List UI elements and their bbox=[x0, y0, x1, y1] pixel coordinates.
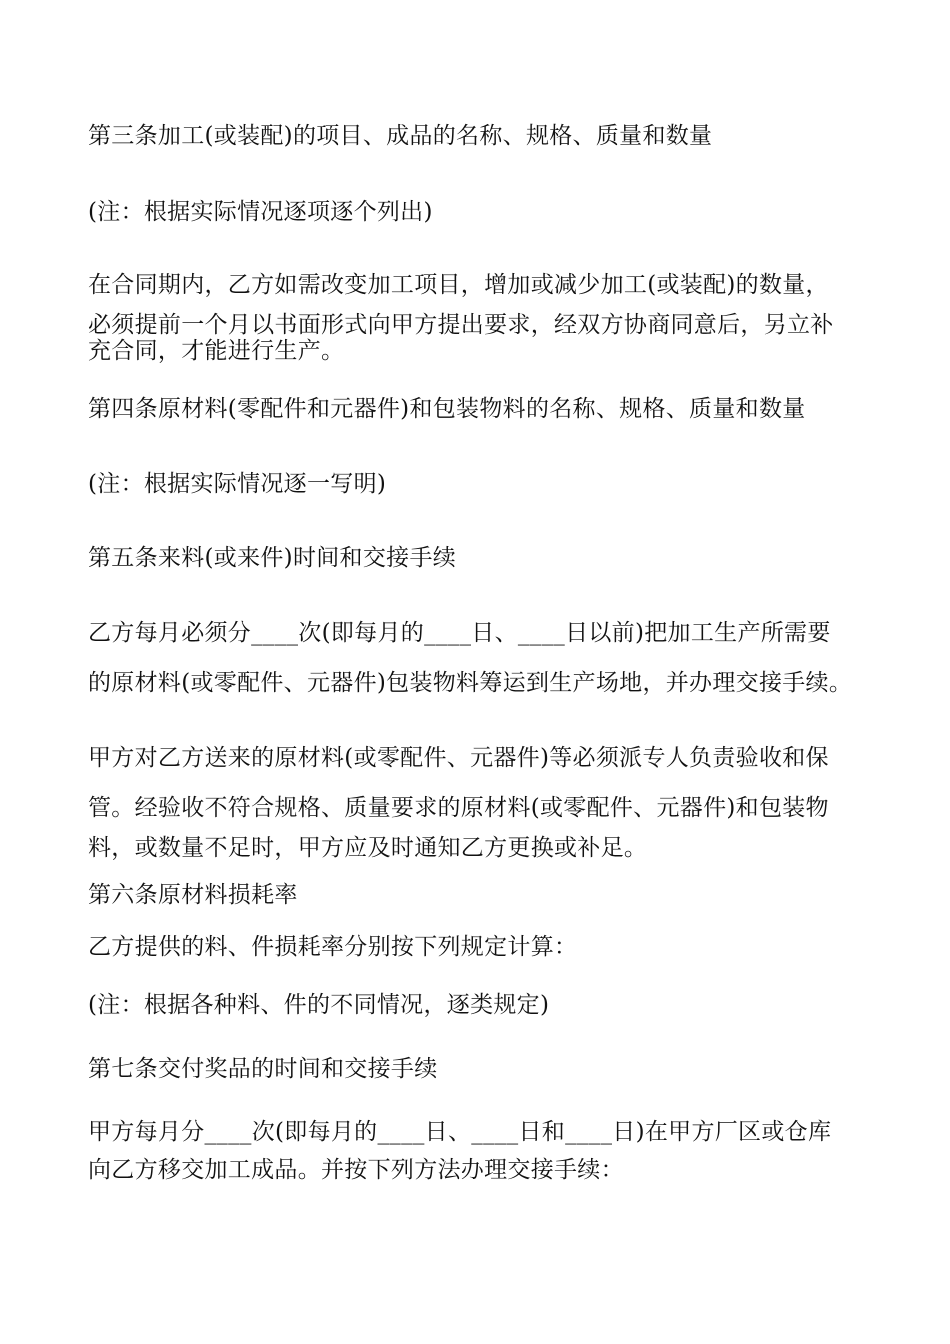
article-4-heading: 第四条原材料(零配件和元器件)和包装物料的名称、规格、质量和数量 bbox=[88, 396, 806, 422]
paragraph-line: 乙方每月必须分____次(即每月的____日、____日以前)把加工生产所需要 bbox=[88, 620, 831, 646]
paragraph-line: 甲方对乙方送来的原材料(或零配件、元器件)等必须派专人负责验收和保 bbox=[88, 745, 829, 771]
paragraph-line: 管。经验收不符合规格、质量要求的原材料(或零配件、元器件)和包装物 bbox=[88, 795, 829, 821]
paragraph-line: 在合同期内，乙方如需改变加工项目，增加或减少加工(或装配)的数量， bbox=[88, 272, 829, 298]
note-line: (注：根据实际情况逐一写明) bbox=[88, 471, 387, 497]
note-line: (注：根据实际情况逐项逐个列出) bbox=[88, 199, 433, 225]
article-6-heading: 第六条原材料损耗率 bbox=[88, 882, 298, 908]
paragraph-line: 乙方提供的料、件损耗率分别按下列规定计算： bbox=[88, 934, 578, 960]
article-3-heading: 第三条加工(或装配)的项目、成品的名称、规格、质量和数量 bbox=[88, 123, 713, 149]
note-line: (注：根据各种料、件的不同情况，逐类规定) bbox=[88, 992, 550, 1018]
paragraph-line: 充合同，才能进行生产。 bbox=[88, 338, 345, 364]
paragraph-line: 向乙方移交加工成品。并按下列方法办理交接手续： bbox=[88, 1157, 624, 1183]
article-5-heading: 第五条来料(或来件)时间和交接手续 bbox=[88, 545, 457, 571]
paragraph-line: 甲方每月分____次(即每月的____日、____日和____日)在甲方厂区或仓库 bbox=[88, 1119, 832, 1145]
article-7-heading: 第七条交付奖品的时间和交接手续 bbox=[88, 1056, 438, 1082]
paragraph-line: 必须提前一个月以书面形式向甲方提出要求，经双方协商同意后，另立补 bbox=[88, 312, 834, 338]
paragraph-line: 料，或数量不足时，甲方应及时通知乙方更换或补足。 bbox=[88, 835, 648, 861]
paragraph-line: 的原材料(或零配件、元器件)包装物料筹运到生产场地，并办理交接手续。 bbox=[88, 670, 853, 696]
